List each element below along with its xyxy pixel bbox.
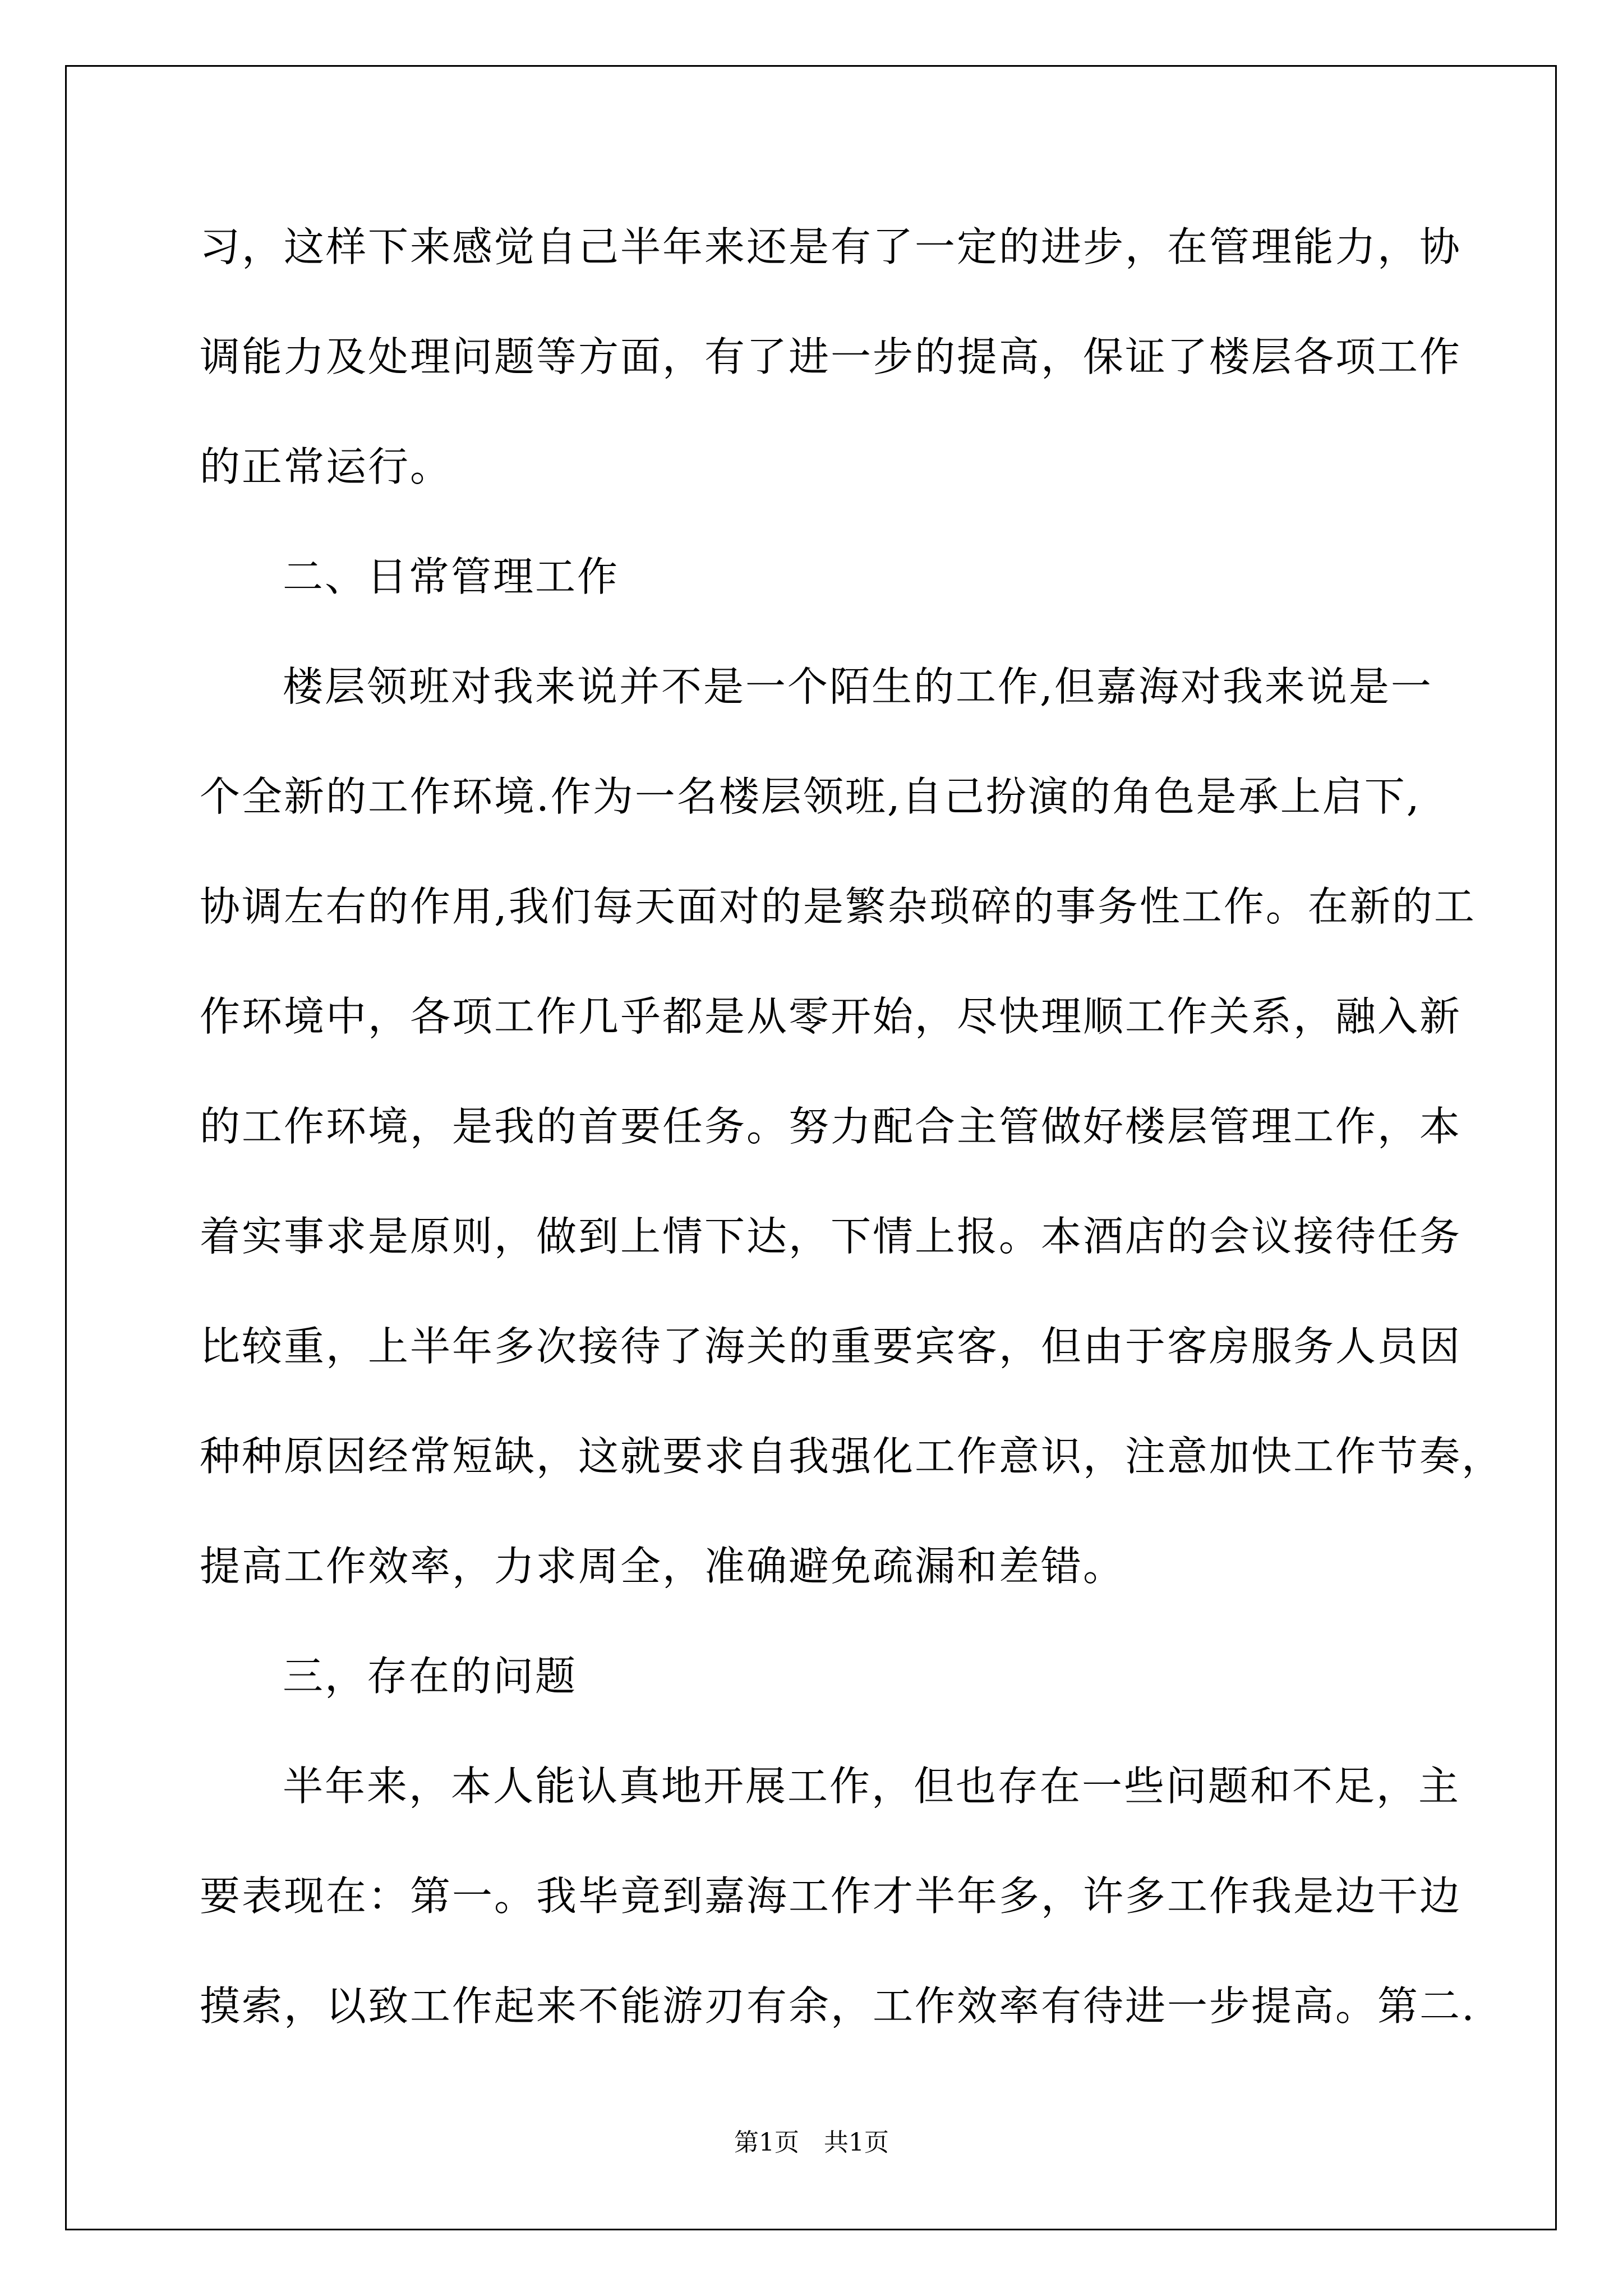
text-line-10: 着实事求是原则，做到上情下达，下情上报。本酒店的会议接待任务	[200, 1213, 1462, 1260]
text-line-5: 楼层领班对我来说并不是一个陌生的工作,但嘉海对我来说是一	[283, 663, 1433, 710]
text-line-2: 调能力及处理问题等方面，有了进一步的提高，保证了楼层各项工作	[200, 333, 1462, 380]
text-line-1: 习，这样下来感觉自己半年来还是有了一定的进步，在管理能力，协	[200, 223, 1462, 270]
text-line-11: 比较重，上半年多次接待了海关的重要宾客，但由于客房服务人员因	[200, 1323, 1462, 1370]
text-line-13: 提高工作效率，力求周全，准确避免疏漏和差错。	[200, 1543, 1126, 1590]
text-line-7: 协调左右的作用,我们每天面对的是繁杂琐碎的事务性工作。在新的工	[200, 883, 1476, 930]
text-line-3: 的正常运行。	[200, 443, 453, 490]
text-line-8: 作环境中，各项工作几乎都是从零开始，尽快理顺工作关系，融入新	[200, 993, 1462, 1040]
section-heading-problems: 三，存在的问题	[283, 1653, 578, 1700]
section-heading-daily-management: 二、日常管理工作	[283, 553, 620, 600]
text-line-15: 半年来，本人能认真地开展工作，但也存在一些问题和不足，主	[283, 1763, 1461, 1810]
text-line-6: 个全新的工作环境.作为一名楼层领班,自己扮演的角色是承上启下,	[200, 773, 1421, 820]
text-line-17: 摸索，以致工作起来不能游刃有余，工作效率有待进一步提高。第二.	[200, 1982, 1476, 2030]
text-line-16: 要表现在：第一。我毕竟到嘉海工作才半年多，许多工作我是边干边	[200, 1872, 1462, 1920]
text-line-12: 种种原因经常短缺，这就要求自我强化工作意识，注意加快工作节奏，	[200, 1433, 1504, 1480]
document-body	[200, 213, 1504, 2082]
text-line-9: 的工作环境，是我的首要任务。努力配合主管做好楼层管理工作，本	[200, 1103, 1462, 1150]
page-number-footer: 第1页 共1页	[734, 2128, 889, 2157]
